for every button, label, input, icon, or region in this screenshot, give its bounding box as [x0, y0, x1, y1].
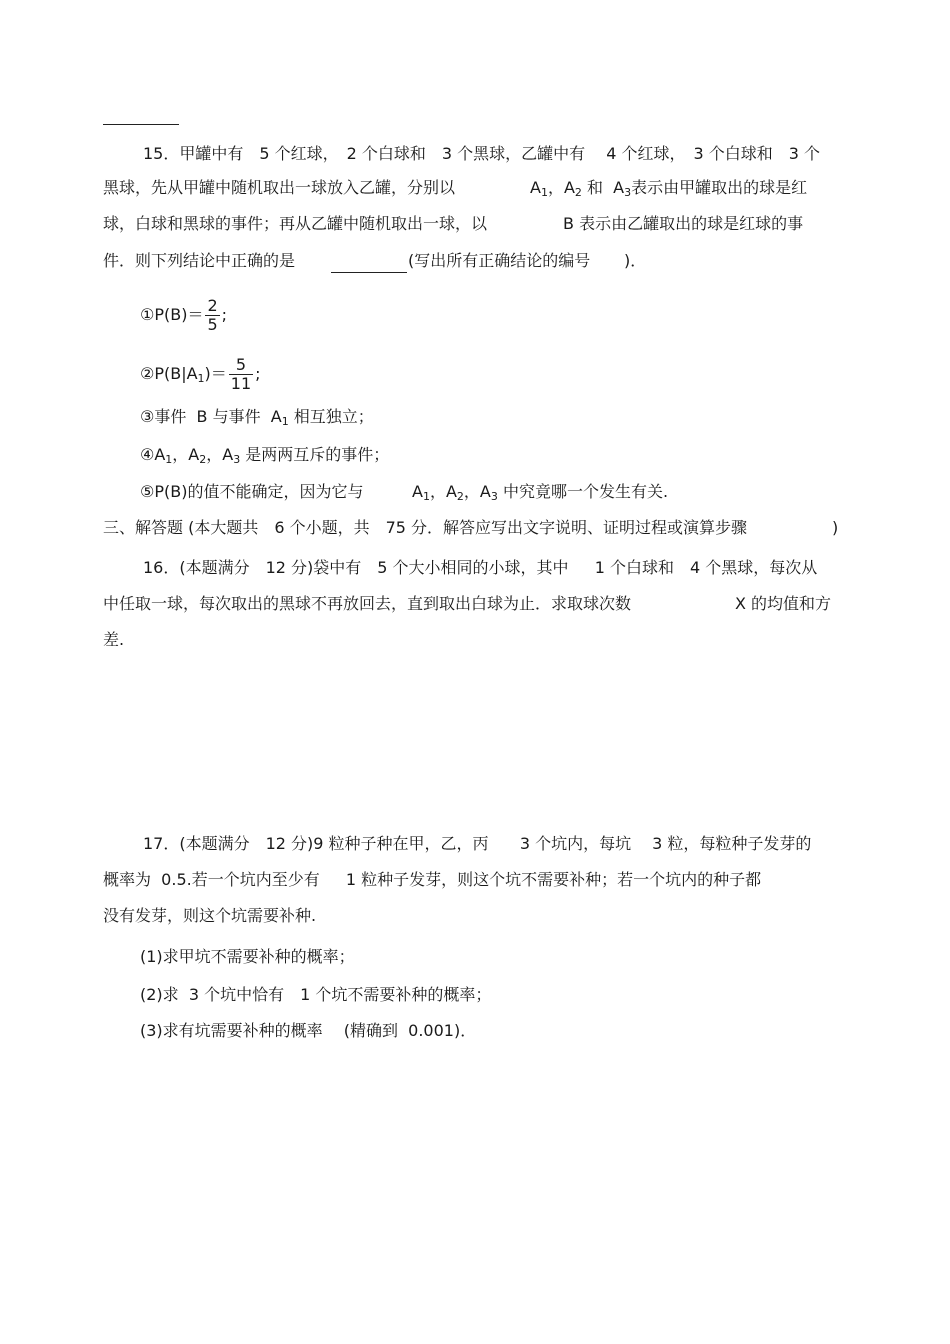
- q17-line-1: 17．(本题满分 12 分)9 粒种子种在甲，乙，丙 3 个坑内，每坑 3 粒，每粒种子发芽的: [143, 834, 812, 853]
- q15-line-4: 件．则下列结论中正确的是: [103, 251, 296, 270]
- subscript: 2: [199, 453, 207, 466]
- event-sep: ，A: [547, 178, 575, 197]
- subscript: 3: [624, 186, 632, 199]
- option-text: ，A: [172, 445, 200, 464]
- q16-line-2-b: X 的均值和方: [735, 594, 832, 613]
- q15-option-5: [140, 481, 363, 503]
- option-text: ⑤P(B)的值不能确定，因为它与: [140, 482, 364, 501]
- numerator: 2: [207, 296, 218, 315]
- option-text: )＝: [204, 364, 227, 383]
- numerator: 5: [229, 356, 253, 375]
- q15-line-1: 15．甲罐中有 5 个红球， 2 个白球和 3 个黑球，乙罐中有 4 个红球， 3 个白球和 3 个: [143, 144, 821, 163]
- answer-blank-line: [103, 124, 179, 125]
- q17-part-3: (3)求有坑需要补种的概率 (精确到 0.001)．: [140, 1021, 477, 1040]
- denominator: 11: [230, 374, 252, 393]
- subscript: 3: [233, 453, 241, 466]
- subscript: 1: [165, 453, 173, 466]
- option-text: ，A: [429, 482, 457, 501]
- section-heading: 三、解答题 (本大题共 6 个小题，共 75 分．解答应写出文字说明、证明过程或演算步骤: [103, 518, 748, 537]
- fraction: [205, 297, 219, 334]
- event-and: 和 A: [581, 178, 625, 197]
- q17-part-1: (1)求甲坑不需要补种的概率；: [140, 947, 355, 966]
- fraction: [229, 356, 253, 393]
- q17-line-2: 概率为 0.5.若一个坑内至少有 1 粒种子发芽，则这个坑不需要补种；若一个坑内的种子都: [103, 870, 762, 889]
- option-text: ，A: [206, 445, 234, 464]
- option-end: ;: [255, 364, 261, 383]
- option-text: ④A: [140, 445, 166, 464]
- event-a: A: [530, 178, 541, 197]
- q17-line-3: 没有发芽，则这个坑需要补种.: [103, 906, 317, 925]
- option-text: 中究竟哪一个发生有关.: [497, 482, 669, 501]
- subscript: 1: [281, 415, 289, 428]
- option-end: ;: [221, 305, 228, 324]
- q15-line-3-b: B 表示由乙罐取出的球是红球的事: [563, 214, 804, 233]
- denominator: 5: [207, 315, 218, 334]
- subscript: 2: [456, 490, 464, 503]
- q15-option-5-events: [412, 481, 668, 503]
- subscript: 1: [422, 490, 430, 503]
- q15-line-2: [103, 177, 455, 199]
- q15-line-2-text: 黑球，先从甲罐中随机取出一球放入乙罐，分别以: [103, 178, 456, 197]
- q15-line-2-events: [530, 177, 807, 199]
- subscript: 3: [490, 490, 498, 503]
- q16-line-1: 16．(本题满分 12 分)袋中有 5 个大小相同的小球，其中 1 个白球和 4 个黑球，每次从: [143, 558, 818, 577]
- q17-part-2: (2)求 3 个坑中恰有 1 个坑不需要补种的概率；: [140, 985, 492, 1004]
- q15-option-3: [140, 406, 374, 428]
- q16-line-3: 差.: [103, 630, 125, 649]
- q15-line-4-b: (写出所有正确结论的编号: [408, 251, 591, 270]
- option-text: ③事件 B 与事件 A: [140, 407, 282, 426]
- q15-line-4-c: )．: [624, 251, 647, 270]
- option-text: ，A: [463, 482, 491, 501]
- option-text: 相互独立；: [288, 407, 374, 426]
- option-text: ②P(B|A: [140, 364, 198, 383]
- q15-option-2: [140, 356, 261, 393]
- q15-option-4: [140, 444, 389, 466]
- subscript: 2: [574, 186, 582, 199]
- option-text: 是两两互斥的事件；: [240, 445, 390, 464]
- option-text: ①P(B)＝: [140, 305, 204, 324]
- q15-line-3: 球，白球和黑球的事件；再从乙罐中随机取出一球，以: [103, 214, 488, 233]
- subscript: 1: [197, 372, 205, 385]
- q15-option-1: [140, 297, 227, 334]
- section-heading-close: ): [832, 518, 839, 537]
- subscript: 1: [540, 186, 548, 199]
- option-text: A: [412, 482, 423, 501]
- q15-answer-blank: [331, 250, 407, 273]
- q16-line-2: 中任取一球，每次取出的黑球不再放回去，直到取出白球为止．求取球次数: [103, 594, 632, 613]
- event-desc: 表示由甲罐取出的球是红: [631, 178, 808, 197]
